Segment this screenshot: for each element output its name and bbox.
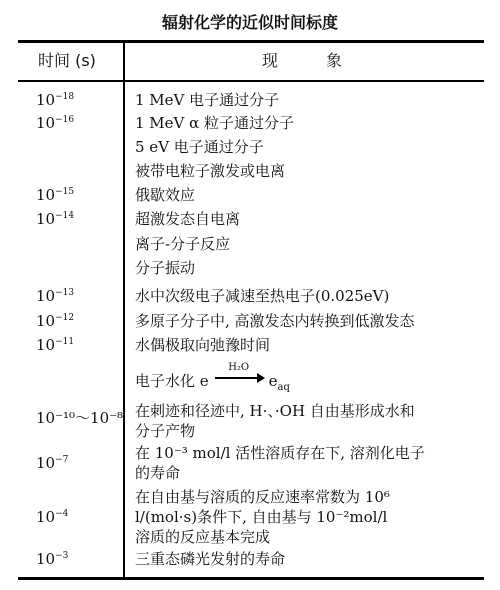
reaction-arrow: H₂O xyxy=(213,368,265,388)
phenomenon-cell: 水偶极取向弛豫时间 xyxy=(135,336,271,354)
time-cell: $10^{-18}$ xyxy=(36,91,75,109)
phenomenon-cell: 1 MeV 电子通过分子 xyxy=(135,91,280,109)
phenomenon-cell: 在刺迹和径迹中, H·、·OH 自由基形成水和 xyxy=(135,402,415,420)
time-cell: $10^{-13}$ xyxy=(36,287,75,305)
header-phenomenon: 现 象 xyxy=(262,51,343,70)
time-cell: $10^{-12}$ xyxy=(36,312,75,330)
hydration-cell: 电子水化 e H₂O $e_{aq}$ xyxy=(135,362,290,393)
phenomenon-cell: 在 10⁻³ mol/l 活性溶质存在下, 溶剂化电子 xyxy=(135,444,425,462)
phenomenon-cell: 的寿命 xyxy=(135,464,181,482)
phenomenon-cell: 5 eV 电子通过分子 xyxy=(135,138,264,156)
phenomenon-cell: 溶质的反应基本完成 xyxy=(135,528,271,546)
phenomenon-cell: 离子-分子反应 xyxy=(135,235,231,253)
phenomenon-cell: 在自由基与溶质的反应速率常数为 10⁶ xyxy=(135,488,390,506)
phenomenon-cell: 多原子分子中, 高激发态内转换到低激发态 xyxy=(135,312,415,330)
phenomenon-cell: 俄歇效应 xyxy=(135,186,196,204)
phenomenon-cell: 被带电粒子激发或电离 xyxy=(135,162,286,180)
phenomenon-cell: 1 MeV α 粒子通过分子 xyxy=(135,114,295,132)
time-cell: $10^{-4}$ xyxy=(36,508,69,526)
table-title: 辐射化学的近似时间标度 xyxy=(161,13,338,32)
time-cell: $10^{-11}$ xyxy=(36,336,75,354)
phenomenon-cell: 水中次级电子减速至热电子(0.025eV) xyxy=(135,287,390,305)
time-cell: 10⁻¹⁰～10⁻⁸ xyxy=(36,409,124,427)
phenomenon-cell: 超激发态自电离 xyxy=(135,210,241,228)
top-rule xyxy=(18,40,484,43)
column-divider xyxy=(123,42,125,578)
header-rule xyxy=(18,80,484,82)
phenomenon-cell: l/(mol·s)条件下, 自由基与 10⁻²mol/l xyxy=(135,508,388,526)
phenomenon-cell: 分子产物 xyxy=(135,422,196,440)
time-cell: $10^{-15}$ xyxy=(36,186,75,204)
phenomenon-cell: 分子振动 xyxy=(135,259,196,277)
time-cell: $10^{-3}$ xyxy=(36,550,69,568)
phenomenon-cell: 三重态磷光发射的寿命 xyxy=(135,550,286,568)
time-cell: $10^{-7}$ xyxy=(36,454,69,472)
time-cell: $10^{-14}$ xyxy=(36,210,75,228)
header-time: 时间 (s) xyxy=(38,51,96,70)
bottom-rule xyxy=(18,577,484,580)
time-cell: $10^{-16}$ xyxy=(36,114,75,132)
